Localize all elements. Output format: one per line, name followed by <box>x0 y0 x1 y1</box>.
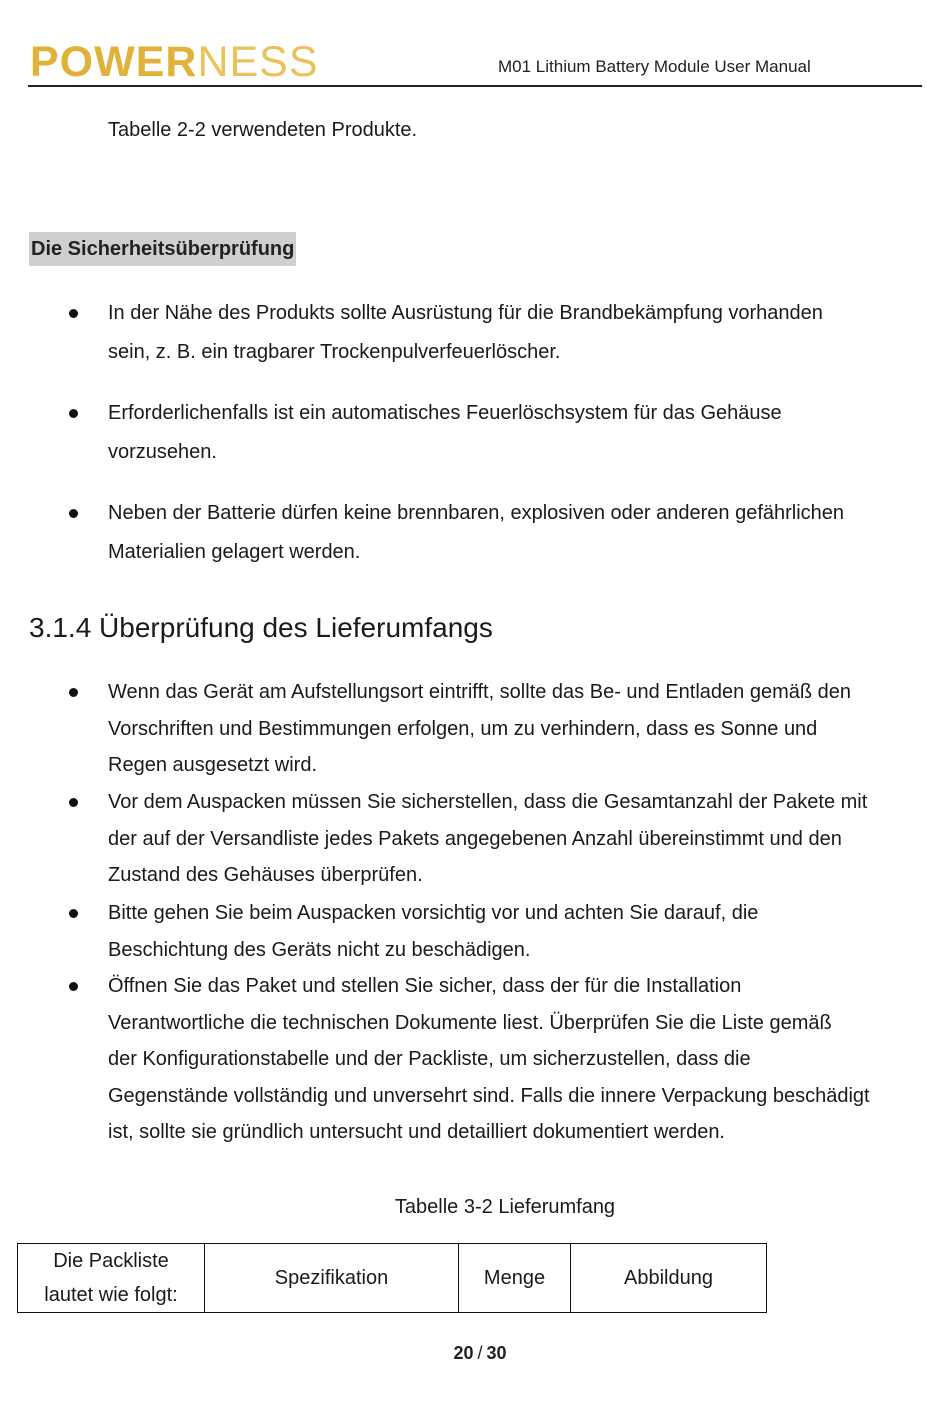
list-item-text <box>108 674 908 784</box>
list-item-line: Öffnen Sie das Paket und stellen Sie sicher, dass der für die Installation <box>108 975 742 997</box>
logo-text-power: POWER <box>30 38 198 86</box>
page-total: 30 <box>486 1343 507 1363</box>
page-current: 20 <box>453 1343 474 1363</box>
column-header-specification: Spezifikation <box>205 1244 459 1313</box>
list-item-text <box>108 895 908 968</box>
bullet-icon <box>69 409 78 418</box>
list-item-text <box>108 494 908 572</box>
bullet-icon <box>69 309 78 318</box>
bullet-icon <box>69 982 78 991</box>
list-item-text <box>108 968 908 1151</box>
delivery-scope-table <box>17 1243 767 1313</box>
page-number <box>0 1343 950 1364</box>
powerness-logo <box>30 40 319 84</box>
list-item-line: Beschichtung des Geräts nicht zu beschädigen. <box>108 938 531 961</box>
logo-text-ness: NESS <box>197 38 319 86</box>
list-item-line: In der Nähe des Produkts sollte Ausrüstung für die Brandbekämpfung vorhanden <box>108 302 823 324</box>
list-item-line: Bitte gehen Sie beim Auspacken vorsichtig vor und achten Sie darauf, die <box>108 902 759 924</box>
intro-text: Tabelle 2-2 verwendeten Produkte. <box>108 119 418 141</box>
section-heading: 3.1.4 Überprüfung des Lieferumfangs <box>29 612 493 643</box>
list-item-line: der Konfigurationstabelle und der Packliste, um sicherzustellen, dass die <box>108 1048 751 1070</box>
list-item-line: Zustand des Gehäuses überprüfen. <box>108 864 423 886</box>
list-item-line: Vorschriften und Bestimmungen erfolgen, um zu verhindern, dass es Sonne und <box>108 717 818 740</box>
column-header-line: Die Packliste <box>53 1250 169 1272</box>
list-item-line: Vor dem Auspacken müssen Sie sicherstellen, dass die Gesamtanzahl der Pakete mit <box>108 791 868 813</box>
manual-title: M01 Lithium Battery Module User Manual <box>498 57 811 76</box>
table-caption: Tabelle 3-2 Lieferumfang <box>394 1196 616 1218</box>
list-item-line: Regen ausgesetzt wird. <box>108 754 318 776</box>
list-item-line: vorzusehen. <box>108 441 217 463</box>
column-header-quantity: Menge <box>459 1244 571 1313</box>
list-item-line: Neben der Batterie dürfen keine brennbaren, explosiven oder anderen gefährlichen <box>108 502 845 524</box>
list-item-text <box>108 394 908 472</box>
list-item-line: Erforderlichenfalls ist ein automatisches Feuerlöschsystem für das Gehäuse <box>108 402 782 424</box>
list-item-text <box>108 294 908 372</box>
table-header-row <box>18 1244 767 1313</box>
bullet-icon <box>69 798 78 807</box>
bullet-icon <box>69 509 78 518</box>
list-item-line: Wenn das Gerät am Aufstellungsort eintrifft, sollte das Be- und Entladen gemäß den <box>108 681 852 703</box>
list-item-text <box>108 784 908 894</box>
page-separator: / <box>477 1343 483 1363</box>
column-header-packing-list <box>18 1244 205 1313</box>
list-item-line: Materialien gelagert werden. <box>108 541 361 563</box>
column-header-illustration: Abbildung <box>571 1244 767 1313</box>
column-header-line: lautet wie folgt: <box>44 1284 178 1306</box>
list-item-line: ist, sollte sie gründlich untersucht und detailliert dokumentiert werden. <box>108 1121 725 1143</box>
bullet-icon <box>69 688 78 697</box>
list-item-line: sein, z. B. ein tragbarer Trockenpulverfeuerlöscher. <box>108 341 561 363</box>
list-item-line: Gegenstände vollständig und unversehrt sind. Falls die innere Verpackung beschädigt <box>108 1084 870 1107</box>
list-item-line: der auf der Versandliste jedes Pakets angegebenen Anzahl übereinstimmt und den <box>108 827 842 850</box>
list-item-line: Verantwortliche die technischen Dokumente liest. Überprüfen Sie die Liste gemäß <box>108 1011 832 1034</box>
bullet-icon <box>69 909 78 918</box>
safety-heading: Die Sicherheitsüberprüfung <box>29 232 296 266</box>
header-divider <box>28 85 922 87</box>
